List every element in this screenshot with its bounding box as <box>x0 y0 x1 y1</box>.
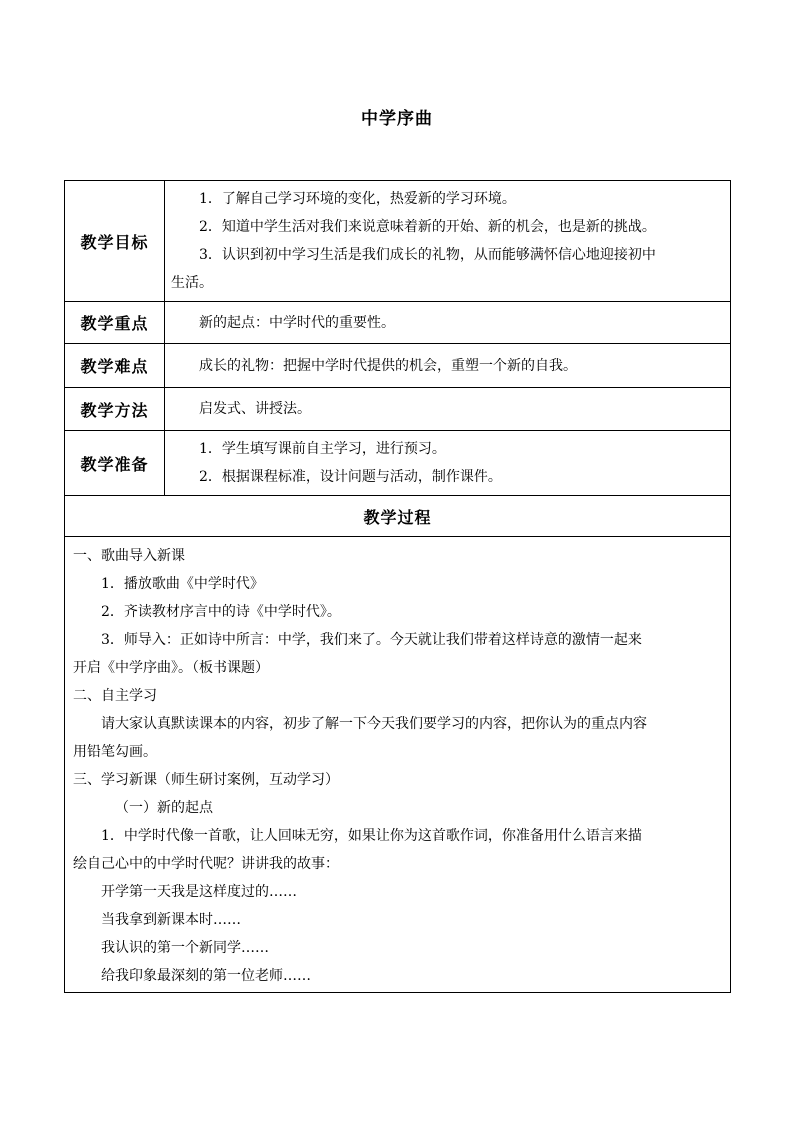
section-heading: 二、自主学习 <box>73 688 157 704</box>
difficulties-text: 成长的礼物：把握中学时代提供的机会，重塑一个新的自我。 <box>199 357 577 374</box>
process-line: 2．齐读教材序言中的诗《中学时代》。 <box>101 604 341 620</box>
document-title: 中学序曲 <box>361 109 433 129</box>
methods-label: 教学方法 <box>65 388 165 431</box>
objectives-row <box>65 181 731 302</box>
key-points-row <box>65 302 731 344</box>
process-line-continued: 用铅笔勾画。 <box>73 744 157 760</box>
lesson-plan-table <box>64 180 731 993</box>
objective-item: 3．认识到初中学习生活是我们成长的礼物，从而能够满怀信心地迎接初中 <box>199 247 656 263</box>
difficulties-label: 教学难点 <box>65 344 165 388</box>
preparation-item: 1．学生填写课前自主学习，进行预习。 <box>199 441 446 457</box>
story-prompt: 给我印象最深刻的第一位老师…… <box>101 968 311 984</box>
difficulties-row <box>65 344 731 388</box>
process-heading-row <box>65 496 731 537</box>
objectives-content <box>165 181 731 302</box>
objective-item: 1．了解自己学习环境的变化，热爱新的学习环境。 <box>199 191 516 207</box>
methods-row <box>65 388 731 431</box>
process-heading: 教学过程 <box>65 496 731 537</box>
preparation-row <box>65 431 731 496</box>
key-points-label: 教学重点 <box>65 302 165 344</box>
preparation-label: 教学准备 <box>65 431 165 496</box>
story-prompt: 我认识的第一个新同学…… <box>101 940 269 956</box>
difficulties-content <box>165 344 731 388</box>
objective-item: 2．知道中学生活对我们来说意味着新的开始、新的机会，也是新的挑战。 <box>199 219 656 235</box>
process-line: 3．师导入：正如诗中所言：中学，我们来了。今天就让我们带着这样诗意的激情一起来 <box>101 632 642 648</box>
process-line-continued: 开启《中学序曲》。（板书课题） <box>73 660 269 676</box>
key-points-text: 新的起点：中学时代的重要性。 <box>199 314 395 331</box>
process-line: 1．中学时代像一首歌，让人回味无穷，如果让你为这首歌作词，你准备用什么语言来描 <box>101 828 642 844</box>
process-content-row <box>65 537 731 993</box>
process-line-continued: 绘自己心中的中学时代呢？讲讲我的故事： <box>73 856 339 872</box>
objective-item-continued: 生活。 <box>171 275 213 291</box>
preparation-content <box>165 431 731 496</box>
story-prompt: 开学第一天我是这样度过的…… <box>101 884 297 900</box>
methods-content <box>165 388 731 431</box>
process-line: 请大家认真默读课本的内容，初步了解一下今天我们要学习的内容，把你认为的重点内容 <box>101 716 647 732</box>
section-heading: 一、歌曲导入新课 <box>73 548 185 564</box>
methods-text: 启发式、讲授法。 <box>199 401 311 417</box>
key-points-content <box>165 302 731 344</box>
objectives-label: 教学目标 <box>65 181 165 302</box>
story-prompt: 当我拿到新课本时…… <box>101 912 241 928</box>
subsection-heading: （一）新的起点 <box>115 800 213 816</box>
process-line: 1．播放歌曲《中学时代》 <box>101 576 264 592</box>
process-content <box>65 537 731 993</box>
preparation-item: 2．根据课程标准，设计问题与活动，制作课件。 <box>199 469 502 485</box>
section-heading: 三、学习新课（师生研讨案例，互动学习） <box>73 772 339 788</box>
